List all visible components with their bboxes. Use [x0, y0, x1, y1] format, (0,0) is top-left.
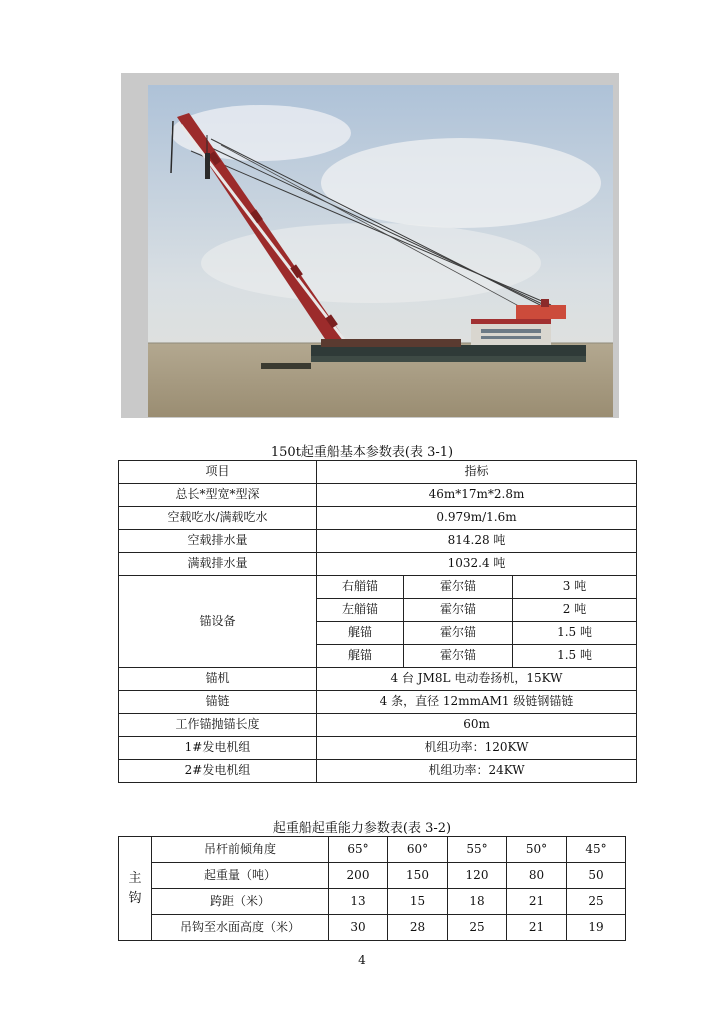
row-label: 工作锚抛锚长度	[119, 714, 317, 737]
row-label: 吊杆前倾角度	[152, 837, 329, 863]
anchor-position: 右艏锚	[317, 576, 404, 599]
cell-value: 13	[329, 889, 388, 915]
row-label: 1#发电机组	[119, 737, 317, 760]
row-label: 2#发电机组	[119, 760, 317, 783]
row-value: 机组功率：120KW	[317, 737, 637, 760]
anchor-position: 艉锚	[317, 645, 404, 668]
cell-value: 60°	[388, 837, 448, 863]
anchor-type: 霍尔锚	[404, 622, 513, 645]
table-row	[119, 484, 637, 507]
table2-caption: 起重船起重能力参数表(表 3-2)	[272, 821, 452, 836]
header-item: 项目	[119, 461, 317, 484]
cell-value: 28	[388, 915, 448, 941]
cell-value: 55°	[448, 837, 507, 863]
table-row	[119, 837, 626, 863]
main-hook-text: 主钩	[128, 871, 142, 906]
row-value: 机组功率：24KW	[317, 760, 637, 783]
row-value: 46m*17m*2.8m	[317, 484, 637, 507]
table-row	[119, 691, 637, 714]
table-row	[119, 576, 637, 599]
row-label: 锚链	[119, 691, 317, 714]
cell-value: 21	[507, 889, 567, 915]
row-value: 4 台 JM8L 电动卷扬机，15KW	[317, 668, 637, 691]
row-label: 起重量（吨）	[152, 863, 329, 889]
row-value: 814.28 吨	[317, 530, 637, 553]
row-label: 吊钩至水面高度（米）	[152, 915, 329, 941]
anchor-weight: 1.5 吨	[513, 622, 637, 645]
row-value: 4 条，直径 12mmAM1 级链钢锚链	[317, 691, 637, 714]
table-row	[119, 915, 626, 941]
cell-value: 21	[507, 915, 567, 941]
basic-parameters-table	[118, 460, 637, 783]
table-row	[119, 668, 637, 691]
anchor-weight: 3 吨	[513, 576, 637, 599]
header-value: 指标	[317, 461, 637, 484]
table-row	[119, 507, 637, 530]
cell-value: 120	[448, 863, 507, 889]
row-label: 空载吃水/满载吃水	[119, 507, 317, 530]
table-row	[119, 889, 626, 915]
row-label: 总长*型宽*型深	[119, 484, 317, 507]
row-label: 锚机	[119, 668, 317, 691]
table1-caption: 150t起重船基本参数表(表 3-1)	[270, 445, 454, 460]
row-value: 60m	[317, 714, 637, 737]
table-row	[119, 553, 637, 576]
crane-ship-icon	[121, 73, 619, 418]
row-label: 空载排水量	[119, 530, 317, 553]
anchor-type: 霍尔锚	[404, 645, 513, 668]
cell-value: 200	[329, 863, 388, 889]
table-row	[119, 530, 637, 553]
main-hook-label	[119, 837, 152, 941]
lifting-capacity-table	[118, 836, 626, 941]
crane-ship-photo	[121, 73, 619, 418]
row-value: 1032.4 吨	[317, 553, 637, 576]
cell-value: 50	[567, 863, 626, 889]
cell-value: 30	[329, 915, 388, 941]
anchor-position: 艉锚	[317, 622, 404, 645]
anchor-type: 霍尔锚	[404, 599, 513, 622]
cell-value: 19	[567, 915, 626, 941]
table-row	[119, 714, 637, 737]
cell-value: 45°	[567, 837, 626, 863]
table-row	[119, 461, 637, 484]
page-number: 4	[358, 953, 366, 967]
cell-value: 25	[567, 889, 626, 915]
row-value: 0.979m/1.6m	[317, 507, 637, 530]
table-row	[119, 760, 637, 783]
anchor-position: 左艏锚	[317, 599, 404, 622]
row-label: 满载排水量	[119, 553, 317, 576]
anchor-weight: 2 吨	[513, 599, 637, 622]
table-row	[119, 737, 637, 760]
cell-value: 18	[448, 889, 507, 915]
cell-value: 150	[388, 863, 448, 889]
cell-value: 15	[388, 889, 448, 915]
cell-value: 65°	[329, 837, 388, 863]
table-row	[119, 863, 626, 889]
cell-value: 80	[507, 863, 567, 889]
anchor-type: 霍尔锚	[404, 576, 513, 599]
cell-value: 25	[448, 915, 507, 941]
cell-value: 50°	[507, 837, 567, 863]
row-label: 跨距（米）	[152, 889, 329, 915]
anchor-weight: 1.5 吨	[513, 645, 637, 668]
anchor-label: 锚设备	[119, 576, 317, 668]
